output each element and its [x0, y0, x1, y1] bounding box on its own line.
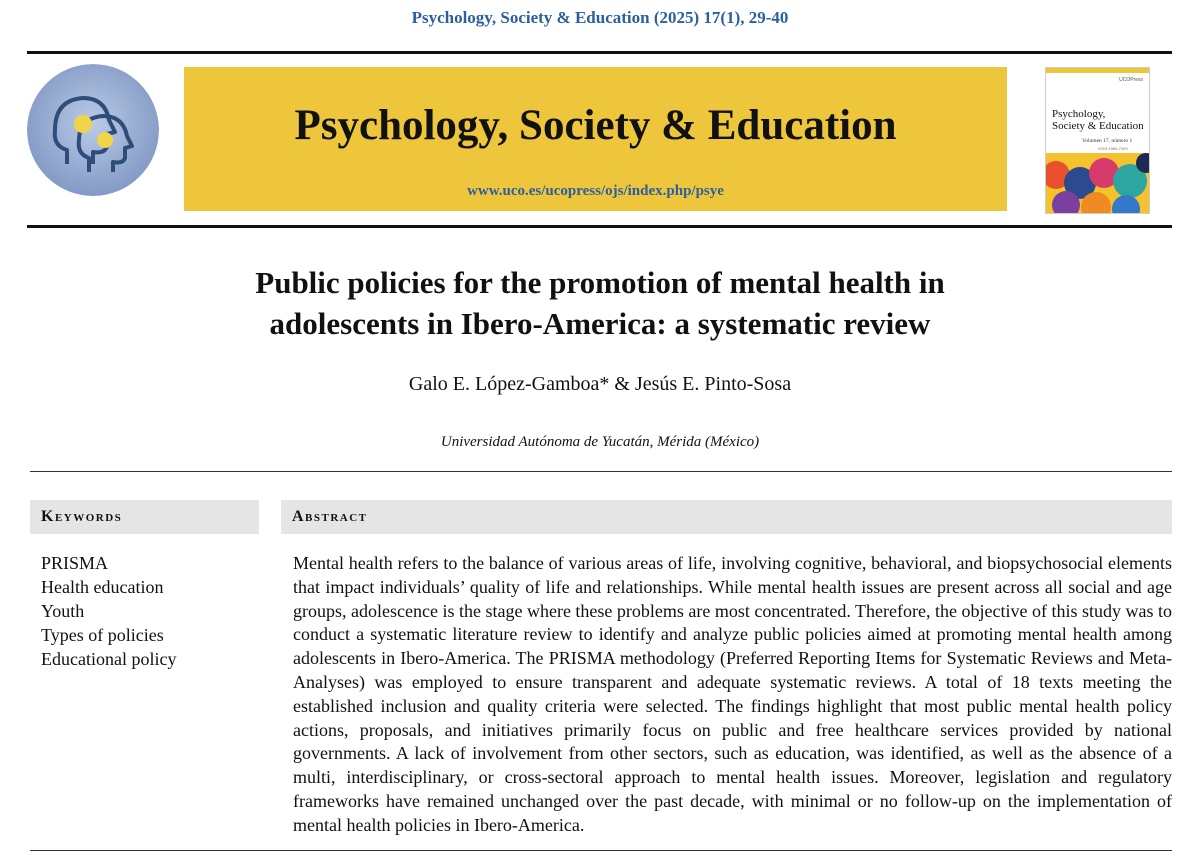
journal-banner [184, 67, 1007, 211]
keywords-list [41, 551, 176, 671]
cover-publisher-label: UCOPress [1119, 77, 1143, 83]
cover-issn: ISSN 1989-709X [1098, 146, 1129, 151]
keyword-item: Youth [41, 601, 85, 621]
journal-cover-thumbnail [1045, 67, 1150, 214]
article-title [0, 262, 1200, 344]
cover-title-line2: Society & Education [1052, 120, 1144, 132]
head-lightbulb-icon [27, 64, 159, 196]
section-divider [30, 471, 1172, 472]
cover-faces-artwork [1046, 153, 1149, 213]
journal-url-link[interactable]: www.uco.es/ucopress/ojs/index.php/psye [467, 183, 724, 199]
journal-citation: Psychology, Society & Education (2025) 17(1), 29-40 [411, 8, 789, 27]
keywords-heading: Keywords [41, 508, 123, 525]
article-title-line2: adolescents in Ibero-America: a systematic review [269, 306, 931, 341]
abstract-header [281, 500, 1172, 534]
cover-top-band [1046, 68, 1149, 73]
header-bottom-rule [27, 225, 1172, 228]
cover-title-line1: Psychology, [1052, 108, 1106, 120]
cover-volume: Volumen 17, número 1 [1082, 138, 1133, 144]
article-authors: Galo E. López-Gamboa* & Jesús E. Pinto-Sosa [408, 373, 792, 395]
header-top-rule [27, 51, 1172, 54]
article-title-line1: Public policies for the promotion of mental health in [255, 265, 945, 300]
keyword-item: Educational policy [41, 649, 177, 669]
journal-logo [27, 64, 159, 196]
keyword-item: Types of policies [41, 625, 164, 645]
cover-title [1052, 108, 1147, 132]
keyword-item: Health education [41, 577, 164, 597]
keyword-item: PRISMA [41, 553, 109, 573]
abstract-heading: Abstract [292, 508, 368, 525]
keywords-header [30, 500, 259, 534]
journal-name: Psychology, Society & Education [294, 102, 897, 149]
footer-rule [30, 850, 1172, 851]
author-affiliation: Universidad Autónoma de Yucatán, Mérida (México) [440, 434, 760, 450]
abstract-text: Mental health refers to the balance of various areas of life, involving cognitive, behavioral, and biopsychosocial elements that impact individuals’ quality of life and relationships. While mental health issues are present across all social and age groups, adolescence is the stage where these problems are most concentrated. Therefore, the objective of this study was to conduct a systematic literature review to identify and analyze public policies aimed at promoting mental health among adolescents in Ibero-America. The PRISMA methodology (Preferred Reporting Items for Systematic Reviews and Meta-Analyses) was employed to ensure transparent and adequate systematic reviews. A total of 18 texts meeting the established inclusion and quality criteria were selected. The findings highlight that most public mental health policy actions, proposals, and initiatives primarily focus on public and free healthcare services provided by national governments. A lack of involvement from other sectors, such as education, was identified, as well as the absence of a multi, interdisciplinary, or cross-sectoral approach to mental health issues. Moreover, legislation and regulatory frameworks have remained unchanged over the past decade, with minimal or no follow-up on the implementation of mental health policies in Ibero-America. [293, 553, 1172, 835]
